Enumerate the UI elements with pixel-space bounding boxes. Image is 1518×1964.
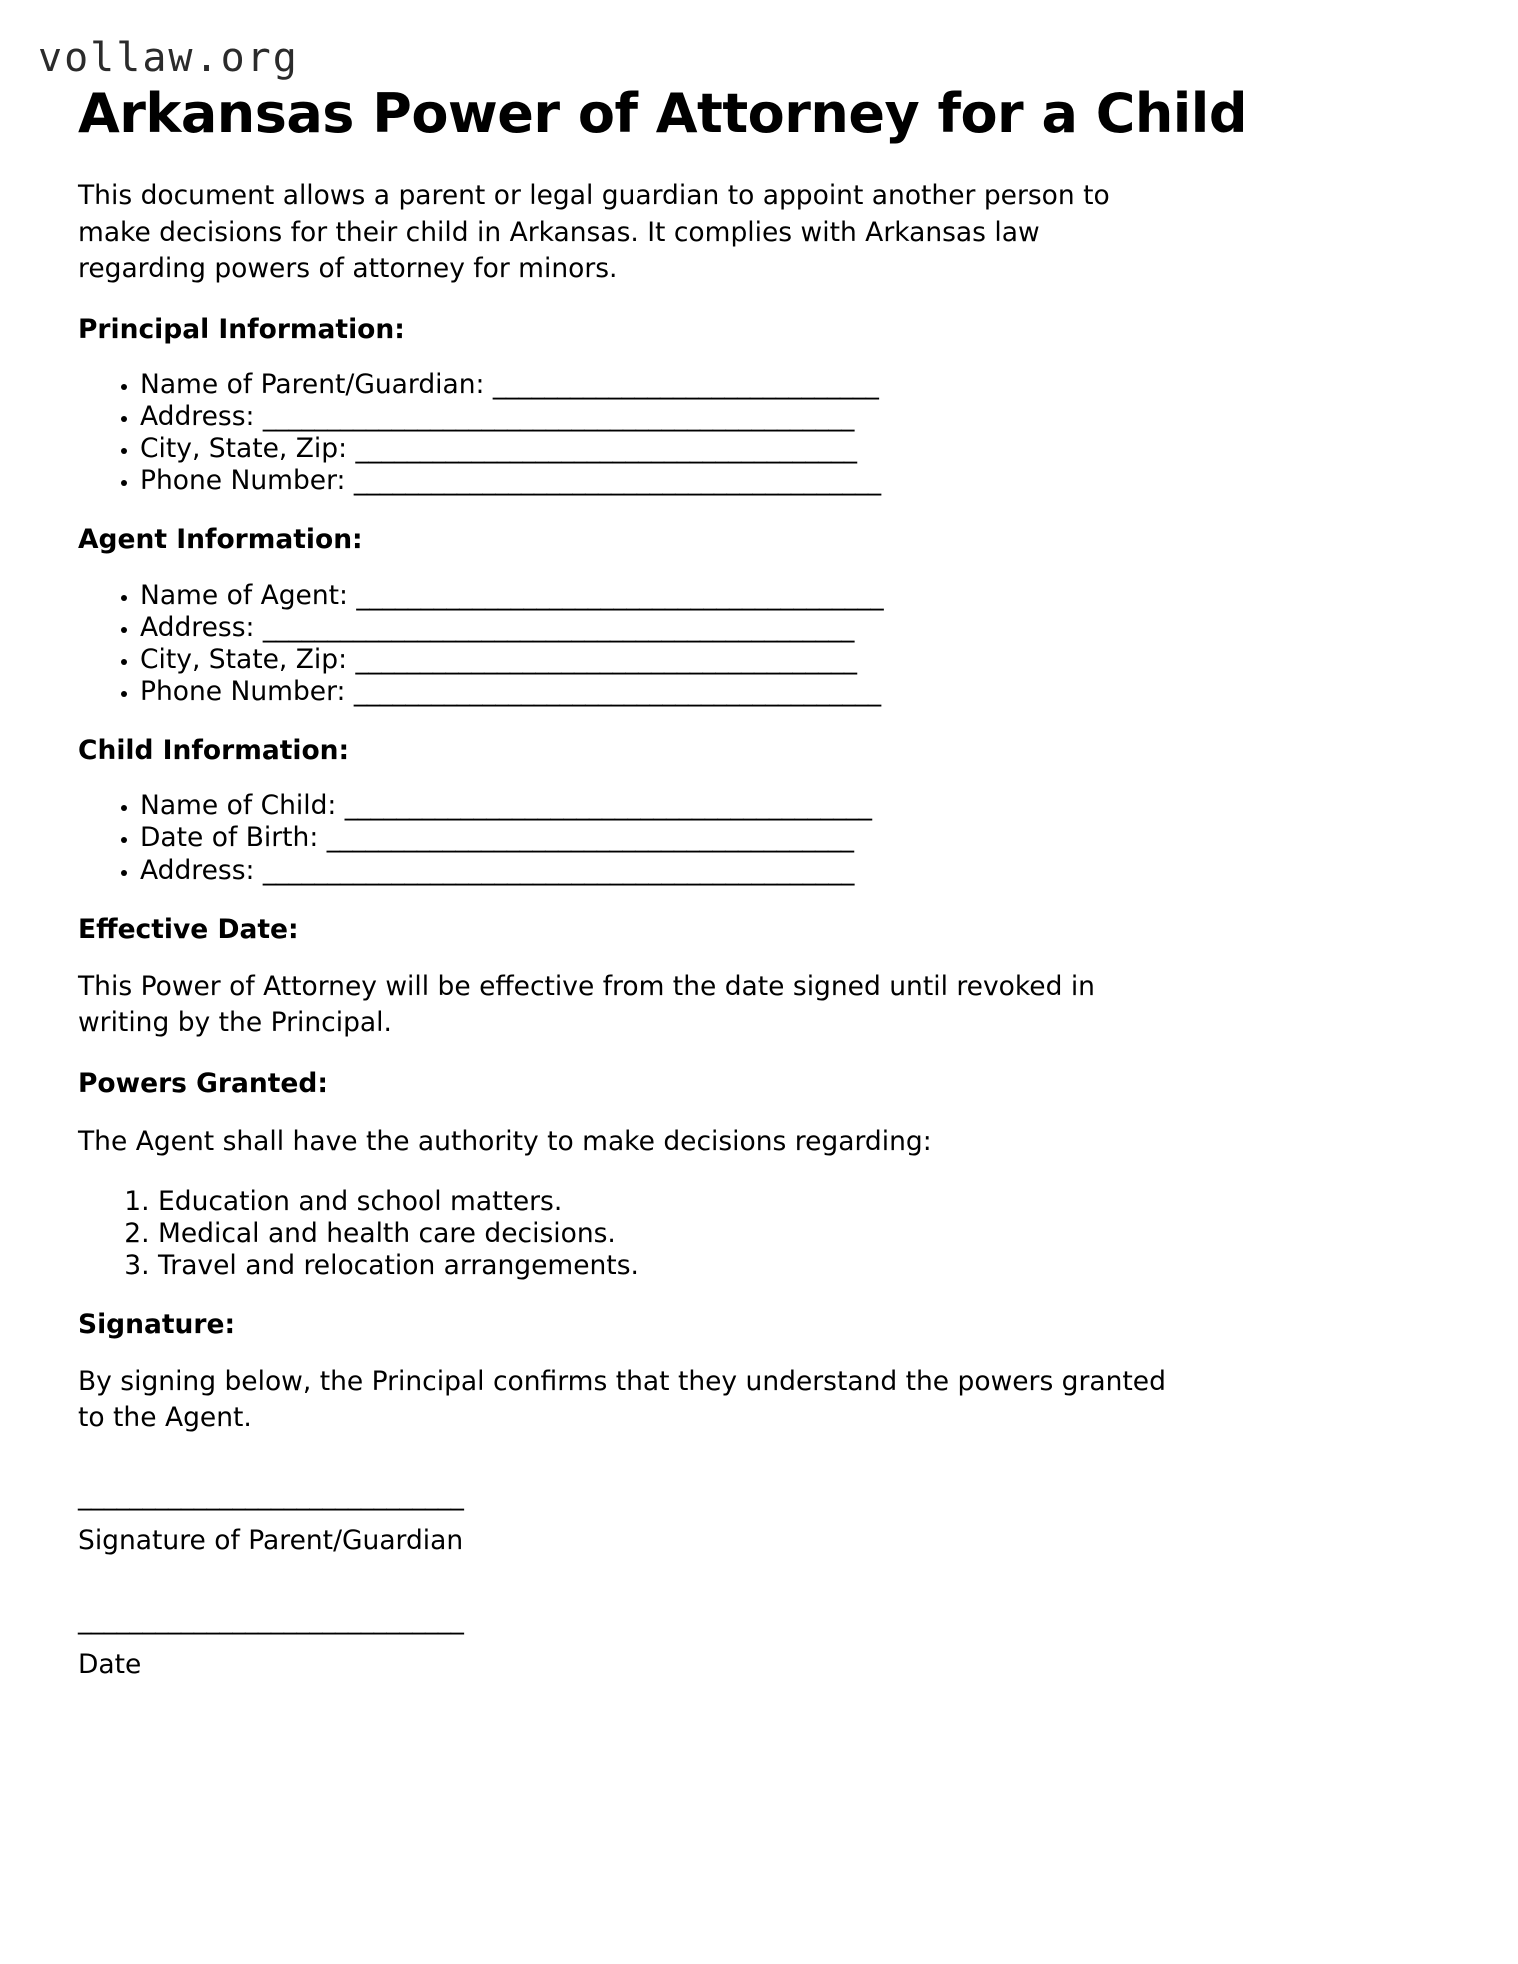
intro-paragraph: This document allows a parent or legal guardian to appoint another person to make decisions for their child in Arkansas. It complies with Arkansas law regarding powers of attorney for minors. [78, 180, 1110, 284]
child-information-fields [78, 790, 1430, 886]
field-label: Date of Birth: [140, 822, 319, 854]
field-blank-line[interactable]: _________________________________________ [356, 579, 884, 611]
agent-information-heading: Agent Information: [78, 524, 363, 556]
field-blank-line[interactable]: _______________________________________ [355, 433, 857, 465]
field-blank-line[interactable]: _________________________________________ [353, 675, 881, 707]
powers-granted-list [78, 1186, 1430, 1282]
date-line-label: Date [78, 1649, 142, 1681]
list-item [140, 433, 1430, 465]
signature-line[interactable]: ______________________________ [78, 1480, 464, 1512]
list-item [140, 580, 1430, 612]
list-item [140, 369, 1430, 401]
field-label: City, State, Zip: [140, 643, 348, 675]
signature-heading: Signature: [78, 1308, 236, 1340]
field-label: Phone Number: [140, 465, 346, 497]
field-label: Name of Child: [140, 790, 337, 822]
effective-date-heading: Effective Date: [78, 913, 299, 945]
date-line[interactable]: ______________________________ [78, 1604, 464, 1636]
field-label: Phone Number: [140, 675, 346, 707]
document-body [38, 178, 1440, 1682]
field-blank-line[interactable]: _________________________________________ [344, 790, 872, 822]
list-item [140, 644, 1430, 676]
field-blank-line[interactable]: ______________________________________________ [262, 854, 855, 886]
field-blank-line[interactable]: ______________________________________________ [262, 401, 855, 433]
page-title: Arkansas Power of Attorney for a Child [78, 82, 1247, 145]
signature-paragraph: By signing below, the Principal confirms that they understand the powers granted to the Agent. [78, 1366, 1166, 1434]
field-label: Address: [140, 854, 255, 886]
signature-line-label: Signature of Parent/Guardian [78, 1525, 464, 1557]
list-item: 3. Travel and relocation arrangements. [158, 1250, 1430, 1282]
principal-information-fields [78, 369, 1430, 497]
list-item [140, 676, 1430, 708]
field-label: Address: [140, 611, 255, 643]
field-blank-line[interactable]: ______________________________________________ [262, 611, 855, 643]
list-item [140, 401, 1430, 433]
field-blank-line[interactable]: _______________________________________ [355, 643, 857, 675]
list-item [140, 465, 1430, 497]
field-blank-line[interactable]: ______________________________ [492, 369, 879, 400]
list-item [140, 612, 1430, 644]
field-label: Name of Parent/Guardian: [140, 369, 485, 400]
field-label: City, State, Zip: [140, 433, 348, 465]
list-item: 2. Medical and health care decisions. [158, 1218, 1430, 1250]
child-information-heading: Child Information: [78, 734, 350, 766]
powers-granted-paragraph: The Agent shall have the authority to make decisions regarding: [78, 1125, 932, 1157]
site-logo: vollaw.org [38, 35, 299, 81]
effective-date-paragraph: This Power of Attorney will be effective from the date signed until revoked in writing by the Principal. [78, 971, 1095, 1039]
list-item [140, 822, 1430, 854]
field-label: Name of Agent: [140, 579, 348, 611]
list-item [140, 790, 1430, 822]
field-label: Address: [140, 401, 255, 433]
principal-information-heading: Principal Information: [78, 313, 405, 345]
agent-information-fields [78, 580, 1430, 708]
signature-block [78, 1480, 1430, 1682]
list-item: 1. Education and school matters. [158, 1186, 1430, 1218]
field-blank-line[interactable]: _________________________________________ [353, 465, 881, 497]
list-item [140, 855, 1430, 887]
powers-granted-heading: Powers Granted: [78, 1068, 328, 1100]
field-blank-line[interactable]: _________________________________________ [326, 822, 854, 854]
